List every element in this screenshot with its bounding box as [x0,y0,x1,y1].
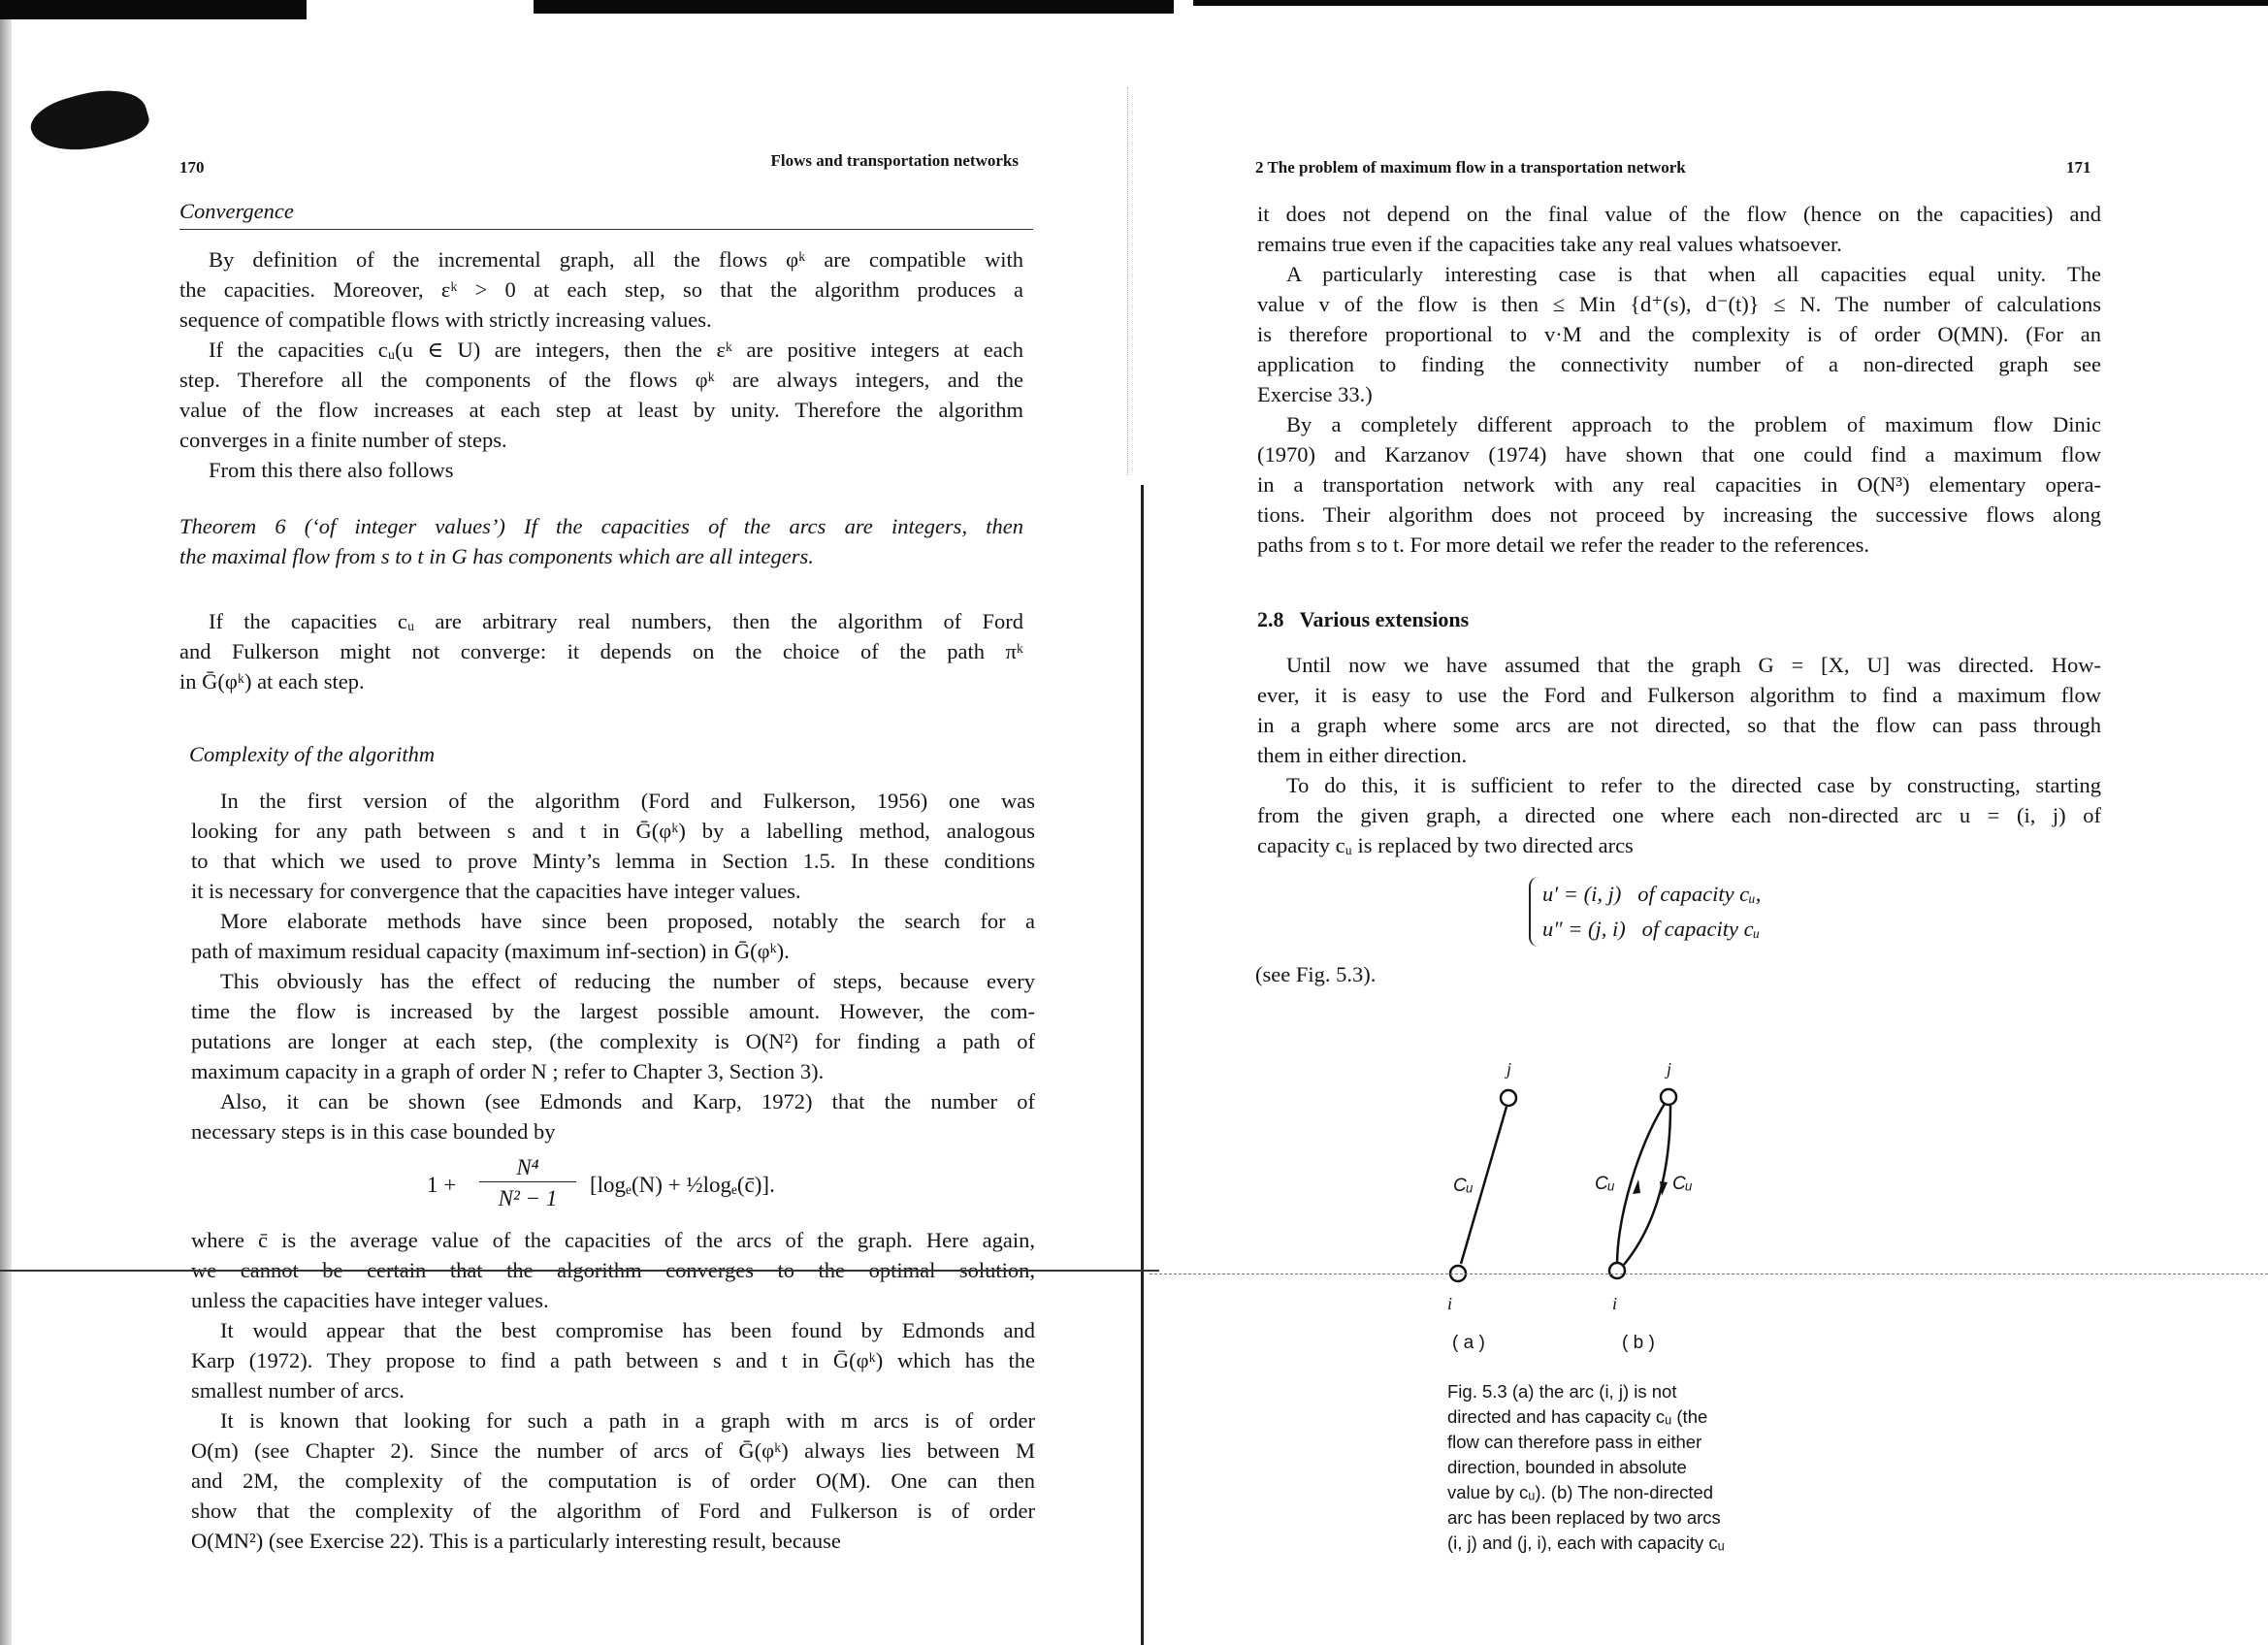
left-page-number: 170 [179,158,205,177]
scan-border-top-right [1193,0,2268,6]
text-line: From this there also follows [209,458,454,482]
text-line: A particularly interesting case is that when all capacities equal unity. The [1286,262,2101,286]
formula-lead: 1 + [427,1173,457,1197]
text-line: step. Therefore all the components of the flows φᵏ are always integers, and the [179,368,1023,392]
text-line: To do this, it is sufficient to refer to the directed case by constructing, starting [1286,773,2101,797]
figure-b-two-directed-arcs [1609,1089,1676,1278]
scan-smudge [25,79,152,165]
caption-line: Fig. 5.3 (a) the arc (i, j) is not [1447,1381,1677,1402]
caption-line: direction, bounded in absolute [1447,1457,1687,1477]
text-line: remains true even if the capacities take any real values whatsoever. [1257,232,1842,256]
paragraph [191,906,1035,966]
text-line: paths from s to t. For more detail we refer the reader to the references. [1257,532,1869,557]
scan-border-top-middle [534,0,1174,14]
text-line: By definition of the incremental graph, all the flows φᵏ are compatible with [209,247,1023,272]
label-j-b: j [1667,1059,1672,1079]
text-line: Exercise 33.) [1257,382,1373,406]
text-line: value of the flow increases at each step at least by unity. Therefore the algorithm [179,398,1023,422]
text-line: Until now we have assumed that the graph G = [X, U] was directed. How- [1286,653,2101,677]
text-line: It is known that looking for such a path in a graph with m arcs is of order [220,1408,1035,1433]
text-line: value v of the flow is then ≤ Min {d⁺(s), d⁻(t)} ≤ N. The number of calculations [1257,292,2101,316]
text-line: we cannot be certain that the algorithm converges to the optimal solution, [191,1258,1035,1282]
figure-5-3 [1358,1057,1766,1368]
text-line: in a transportation network with any real capacities in O(N³) elementary opera- [1257,472,2101,497]
text-line: where c̄ is the average value of the capacities of the arcs of the graph. Here again, [191,1228,1035,1252]
formula-line-1: u′ = (i, j) of capacity cᵤ, [1542,882,1762,906]
text-line: In the first version of the algorithm (Ford and Fulkerson, 1956) one was [220,789,1035,813]
formula-numerator: N⁴ [479,1154,576,1182]
arc-replacement-formula [1529,877,1761,947]
left-block-2 [179,606,1023,696]
text-line: By a completely different approach to the problem of maximum flow Dinic [1286,412,2101,436]
caption-line: directed and has capacity cᵤ (the [1447,1406,1708,1427]
paragraph [179,244,1023,335]
text-line: It would appear that the best compromise has been found by Edmonds and [220,1318,1035,1342]
text-line: them in either direction. [1257,743,1468,767]
text-line: sequence of compatible flows with strictly increasing values. [179,307,712,332]
text-line: ever, it is easy to use the Ford and Fulkerson algorithm to find a maximum flow [1257,683,2101,707]
caption-line: (i, j) and (j, i), each with capacity cᵤ [1447,1532,1725,1553]
paragraph [1257,199,2101,259]
text-line: putations are longer at each step, (the complexity is O(N²) for finding a path of [191,1029,1035,1053]
text-line: from the given graph, a directed one where each non-directed arc u = (i, j) of [1257,803,2101,827]
text-line: is therefore proportional to v·M and the complexity is of order O(MN). (For an [1257,322,2101,346]
left-block-1 [179,244,1023,485]
text-line: time the flow is increased by the largest possible amount. However, the com- [191,999,1035,1023]
section-heading-convergence: Convergence [179,199,294,223]
capacity-label-a: Cᵤ [1453,1176,1474,1196]
paragraph [191,786,1035,906]
theorem-line: Theorem 6 (‘of integer values’) If the capacities of the arcs are integers, then [179,514,1023,538]
paragraph [1257,650,2101,770]
text-line: necessary steps is in this case bounded by [191,1119,556,1144]
paragraph [1447,1379,1835,1556]
book-gutter [1141,485,1144,1645]
paragraph [1257,770,2101,860]
figure-caption [1447,1379,1835,1556]
text-line: and Fulkerson might not converge: it depends on the choice of the path πᵏ [179,639,1023,663]
text-line: in Ḡ(φᵏ) at each step. [179,669,365,693]
paragraph [191,1086,1035,1146]
paragraph [191,966,1035,1086]
paragraph [179,335,1023,455]
caption-line: arc has been replaced by two arcs [1447,1507,1721,1528]
caption-line: flow can therefore pass in either [1447,1432,1702,1452]
text-line: maximum capacity in a graph of order N ; refer to Chapter 3, Section 3). [191,1059,825,1083]
text-line: to that which we used to prove Minty’s lemma in Section 1.5. In these conditions [191,849,1035,873]
node-j-a [1501,1090,1516,1106]
text-line: capacity cᵤ is replaced by two directed arcs [1257,833,1634,857]
scan-border-top-left [0,0,307,19]
book-gutter-faint [1127,87,1129,475]
paragraph [1257,409,2101,560]
text-line: tions. Their algorithm does not proceed by increasing the successive flows along [1257,502,2101,527]
text-line: If the capacities cᵤ are arbitrary real numbers, then the algorithm of Ford [209,609,1023,633]
paragraph [191,1315,1035,1405]
text-line: it is necessary for convergence that the capacities have integer values. [191,879,801,903]
node-j-b [1661,1089,1676,1105]
section-heading-various-extensions: 2.8 Various extensions [1257,607,1470,631]
text-line: O(MN²) (see Exercise 22). This is a particularly interesting result, because [191,1529,841,1553]
text-line: and 2M, the complexity of the computation is of order O(M). One can then [191,1468,1035,1493]
paragraph [191,1405,1035,1556]
formula-denominator: N² − 1 [498,1186,558,1210]
node-i-b [1609,1263,1625,1278]
section-heading-complexity: Complexity of the algorithm [189,742,436,766]
text-line: show that the complexity of the algorithm of Ford and Fulkerson is of order [191,1499,1035,1523]
text-line: it does not depend on the final value of the flow (hence on the capacities) and [1257,202,2101,226]
paragraph [179,455,1023,485]
text-line: looking for any path between s and t in Ḡ(φᵏ) by a labelling method, analogous [191,819,1035,843]
right-block-2 [1257,650,2101,860]
complexity-bound-formula [427,1154,931,1216]
theorem-6 [179,511,1023,571]
arrow-down-icon [1660,1181,1668,1196]
right-running-head: 2 The problem of maximum flow in a transportation network [1255,158,1686,177]
arrow-up-icon [1633,1179,1640,1194]
label-i-a: i [1447,1294,1453,1313]
formula-bracket: [logₑ(N) + ½logₑ(c̄)]. [590,1173,775,1197]
subfigure-label-b: ( b ) [1622,1333,1655,1353]
label-j-a: j [1507,1059,1512,1079]
text-line: (1970) and Karzanov (1974) have shown that one could find a maximum flow [1257,442,2101,467]
label-i-b: i [1612,1294,1618,1313]
page-edge-shadow [0,19,12,1645]
see-figure-reference: (see Fig. 5.3). [1255,962,1377,986]
text-line: converges in a finite number of steps. [179,428,507,452]
right-page-number: 171 [2066,158,2091,177]
caption-line: value by cᵤ). (b) The non-directed [1447,1482,1714,1502]
text-line: This obviously has the effect of reducing the number of steps, because every [220,969,1035,993]
text-line: path of maximum residual capacity (maximum inf-section) in Ḡ(φᵏ). [191,939,790,963]
text-line: If the capacities cᵤ(u ∈ U) are integers, then the εᵏ are positive integers at each [209,338,1023,362]
heading-rule [179,229,1033,230]
left-running-head: Flows and transportation networks [770,151,1019,170]
text-line: Karp (1972). They propose to find a path between s and t in Ḡ(φᵏ) which has the [191,1348,1035,1372]
right-block-1 [1257,199,2101,560]
text-line: smallest number of arcs. [191,1378,405,1403]
subfigure-label-a: ( a ) [1452,1333,1485,1353]
text-line: in a graph where some arcs are not directed, so that the flow can pass through [1257,713,2101,737]
theorem-line: the maximal flow from s to t in G has components which are all integers. [179,544,814,568]
text-line: unless the capacities have integer values. [191,1288,549,1312]
text-line: More elaborate methods have since been proposed, notably the search for a [220,909,1035,933]
paragraph [179,606,1023,696]
left-block-4 [191,1225,1035,1556]
left-block-3 [191,786,1035,1146]
scan-line-left [0,1270,1159,1272]
capacity-label-b-left: Cᵤ [1595,1174,1615,1194]
formula-line-2: u″ = (j, i) of capacity cᵤ [1542,917,1761,941]
text-line: application to finding the connectivity number of a non-directed graph see [1257,352,2101,376]
text-line: the capacities. Moreover, εᵏ > 0 at each step, so that the algorithm produces a [179,277,1023,302]
text-line: O(m) (see Chapter 2). Since the number of arcs of Ḡ(φᵏ) always lies between M [191,1438,1035,1463]
paragraph [1257,259,2101,409]
capacity-label-b-right: Cᵤ [1672,1174,1693,1194]
text-line: Also, it can be shown (see Edmonds and Karp, 1972) that the number of [220,1089,1035,1113]
